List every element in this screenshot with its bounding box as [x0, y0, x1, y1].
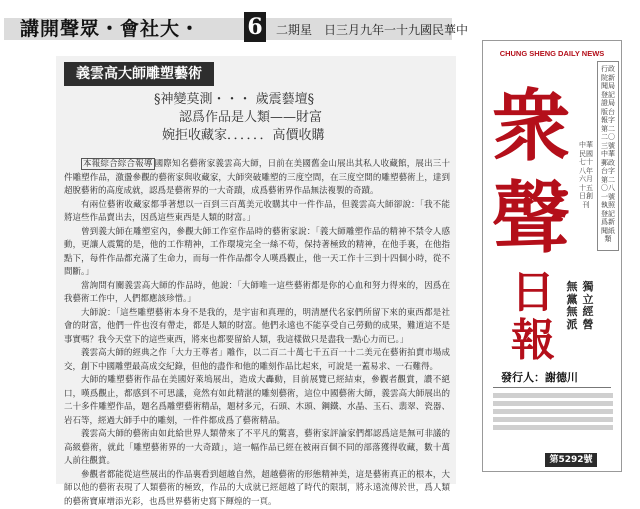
subhead-2: 認爲作品是人類——財富 [179, 110, 322, 126]
body-paragraph: 大師的雕塑藝術作品在美國好萊塢展出，造成大轟動，目前展覽已經結束，參觀者觀賞，讚不絕口，嘆爲觀止，都感到不可思議，竟然有如此精湛的雕刻藝術，這位中國藝術大師，義雲高大師展出的二十多件雕塑作品，題名爲雕塑藝術精品，題材多元，石頭、木頭、鋼鐵、水晶、玉石、翡翠、瓷器、岩石等，經過大師手中的雕刻，一件件都成爲了藝術精品。 [64, 374, 450, 428]
contact-line [493, 401, 613, 406]
page-number: 6 [244, 12, 266, 42]
founding-date: 中華民國七十八年六月十五日創刊 [577, 141, 595, 251]
body-paragraph: 當詢問有關義雲高大師的作品時，他說：「大師唯一這些藝術都是你的心血和努力得來的，因爲在我藝術工作中，人們都應該珍惜。」 [64, 280, 450, 307]
newspaper-masthead [482, 40, 622, 472]
paper-logo [489, 61, 573, 259]
logo-text: 聲 [492, 173, 570, 264]
contact-info-block [493, 393, 613, 437]
body-paragraph: 參觀者都能從這些展出的作品裏看到超越自然，超越藝術的形態精神美，這是藝術真正的根本，大師以他的藝術表現了人類藝術的極致，作品的大成就已經超越了時代的限制，將永遠流傳於世，爲人類的藝術寶庫增添光彩，也爲世界藝術史寫下輝煌的一頁。 [64, 469, 450, 509]
ribao-text: 報 [511, 315, 555, 366]
body-paragraph: 義雲高大師的藝術由如此給世界人類帶來了不平凡的驚喜，藝術家評論家們都認爲這是無可非議的高級藝術，就此「雕塑藝術界的一大奇蹟」，這一幅作品已經在被兩百個不同的部落獲得收藏，數十萬人前往觀賞。 [64, 428, 450, 469]
paper-logo-ribao [507, 261, 559, 361]
issue-number: 第5292號 [545, 453, 597, 467]
page-header [4, 12, 460, 44]
body-paragraph: 曾到義大師在雕塑室內，參觀大師工作室作品時的藝術家說：「義大師雕塑作品的精神不禁令人感動，更讓人震驚的是，他的工作精神，工作環境完全一絲不苟，保持著極致的精神，在他手裏，在他指點下，每件作品都充滿了生命力，而每一件作品都令人嘆爲觀止，他一天工作十三到十四個小時，從不間斷。」 [64, 226, 450, 280]
headline: 義雲高大師雕塑藝術 [64, 62, 214, 86]
divider [493, 387, 611, 388]
contact-line [493, 409, 613, 414]
body-paragraph: 本報綜合綜合報導 國際知名藝術家義雲高大師，日前在美國舊金山展出其私人收藏館，展出三十件雕塑作品，激盪參觀的藝術家與收藏家，大師突破雕塑的三度空間，在三度空間的雕塑藝術上，達到超脫藝術的高度成就，認爲是藝術界的一大奇蹟，成爲藝術界作品無法複製的奇蹟。 [64, 158, 450, 199]
dateline-lead: 本報綜合綜合報導 [81, 158, 155, 170]
article-clipping [56, 56, 456, 484]
registration-info: 行政院新聞局登記證局版台報字第二二〇三號 中華郵政台字第二〇八一號執照登記爲新聞紙類 [597, 61, 619, 251]
issue-date: 二期星 日三月九年一十九國民華中 [276, 22, 468, 38]
headline-box [64, 62, 214, 86]
slogan-independent: 獨立經營 [581, 281, 595, 337]
publisher-line: 發行人：謝德川 [501, 371, 611, 385]
slogan-nonpartisan: 無黨無派 [565, 281, 579, 337]
ribao-text: 日 [511, 267, 555, 318]
paper-name-english: CHUNG SHENG DAILY NEWS [483, 49, 621, 59]
contact-line [493, 417, 613, 422]
contact-line [493, 425, 613, 430]
body-paragraph: 大師說：「這些雕塑藝術本身不是我的，是宇宙和真理的，明清歷代名家們所留下來的東西都是社會的財富，他們一件也沒有帶走，都是人類的財富。他們永遠也不能享受自己勞動的成果，難道這不是事實嗎？我今天堂下的這些東西，將來也都要留給人類，我這樣做只是盡我一點心力而已。」 [64, 307, 450, 348]
contact-line [493, 393, 613, 398]
subhead-3: 婉拒收藏家．．．．．．高價收購 [162, 128, 325, 144]
article-body [64, 158, 450, 480]
body-paragraph: 義雲高大師的經典之作「大力王尊者」雕作，以二百二十萬七千五百一十二美元在藝術拍賣市場成交，創下中國雕塑最高成交紀錄，但他的盡作和他的雕刻作品比起來，可說是一蓋易求、一石難得。 [64, 347, 450, 374]
subhead-1: §神變莫測・・・ 歲震藝壇§ [154, 92, 314, 108]
section-title: 講開聲眾・會社大・ [20, 15, 200, 43]
body-paragraph: 有兩位藝術收藏家都爭著想以一百到三百萬美元收購其中一件作品，但義雲高大師卻說：「我不能將這些作品賣出去，因爲這些東西是人類的財富。」 [64, 199, 450, 226]
logo-text: 衆 [492, 81, 570, 172]
